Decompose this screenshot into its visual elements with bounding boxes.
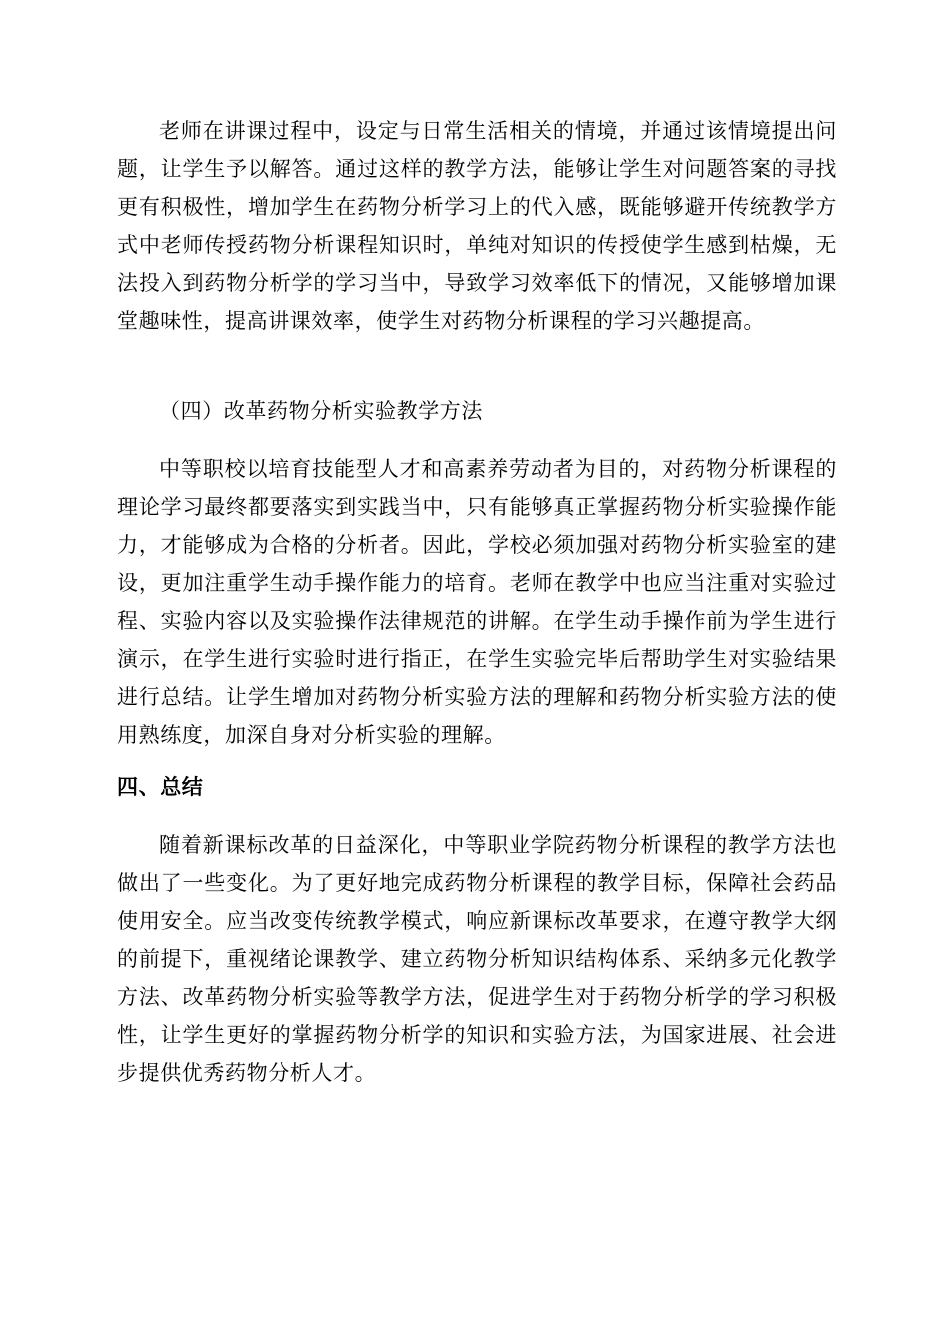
body-paragraph-summary: 随着新课标改革的日益深化，中等职业学院药物分析课程的教学方法也做出了一些变化。为了更好地完成药物分析课程的教学目标，保障社会药品使用安全。应当改变传统教学模式，响应新课标改革要求，在遵守教学大纲的前提下，重视绪论课教学、建立药物分析知识结构体系、采纳多元化教学方法、改革药物分析实验等教学方法，促进学生对于药物分析学的学习积极性，让学生更好的掌握药物分析学的知识和实验方法，为国家进展、社会进步提供优秀药物分析人才。: [117, 833, 837, 1085]
section-subheading-4: （四）改革药物分析实验教学方法: [159, 399, 483, 423]
heading-block-summary: [117, 768, 837, 806]
paragraph-block-3: [117, 826, 837, 1092]
paragraph-block-1: [117, 112, 837, 340]
paragraph-block-2: [117, 450, 837, 754]
body-paragraph-situational-teaching: 老师在讲课过程中，设定与日常生活相关的情境，并通过该情境提出问题，让学生予以解答。通过这样的教学方法，能够让学生对问题答案的寻找更有积极性，增加学生在药物分析学习上的代入感，既能够避开传统教学方式中老师传授药物分析课程知识时，单纯对知识的传授使学生感到枯燥，无法投入到药物分析学的学习当中，导致学习效率低下的情况，又能够增加课堂趣味性，提高讲课效率，使学生对药物分析课程的学习兴趣提高。: [117, 119, 837, 333]
section-heading-summary: 四、总结: [117, 775, 204, 799]
body-paragraph-experiment-reform: 中等职校以培育技能型人才和高素养劳动者为目的，对药物分析课程的理论学习最终都要落实到实践当中，只有能够真正掌握药物分析实验操作能力，才能够成为合格的分析者。因此，学校必须加强对药物分析实验室的建设，更加注重学生动手操作能力的培育。老师在教学中也应当注重对实验过程、实验内容以及实验操作法律规范的讲解。在学生动手操作前为学生进行演示，在学生进行实验时进行指正，在学生实验完毕后帮助学生对实验结果进行总结。让学生增加对药物分析实验方法的理解和药物分析实验方法的使用熟练度，加深自身对分析实验的理解。: [117, 457, 837, 747]
subheading-block-4: [117, 392, 837, 430]
